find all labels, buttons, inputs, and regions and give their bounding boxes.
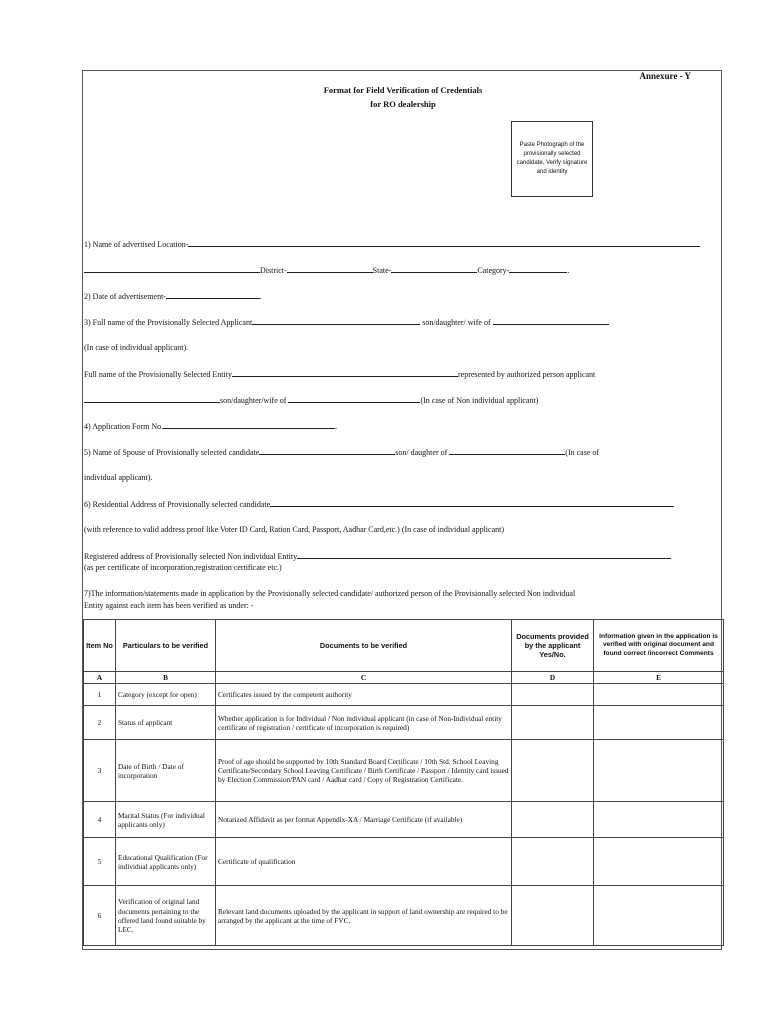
district-label: District- <box>260 266 287 275</box>
row-document: Relevant land documents uploaded by the applicant in support of land ownership are required to be arranged by the applicant at the time of FVC. <box>216 886 512 946</box>
row-no: 5 <box>84 838 116 886</box>
row-no: 4 <box>84 802 116 838</box>
row-comments-cell[interactable] <box>594 838 724 886</box>
location-blank[interactable] <box>188 239 700 247</box>
row-comments-cell[interactable] <box>594 684 724 706</box>
state-blank[interactable] <box>391 265 477 273</box>
letter-e: E <box>594 672 724 684</box>
field-6b <box>84 551 671 561</box>
row-no: 2 <box>84 706 116 740</box>
row-no: 6 <box>84 886 116 946</box>
field-5 <box>84 447 599 457</box>
entity-relation-label: son/daughter/wife of <box>220 396 287 405</box>
row-comments-cell[interactable] <box>594 706 724 740</box>
location-label: 1) Name of advertised Location- <box>84 240 189 249</box>
row-provided-cell[interactable] <box>512 838 594 886</box>
row-particular: Category (except for open) <box>116 684 216 706</box>
letter-d: D <box>512 672 594 684</box>
category-label: Category- <box>477 266 510 275</box>
state-label: State- <box>372 266 392 275</box>
entity-relation-blank[interactable] <box>288 395 420 403</box>
row-comments-cell[interactable] <box>594 886 724 946</box>
applicant-relation-label: son/daughter/ wife of <box>422 318 491 327</box>
photo-box-text: Paste Photograph of the provisionally selected candidate. Verify signature and identity <box>516 142 588 175</box>
spouse-label: 5) Name of Spouse of Provisionally selected candidate <box>84 448 260 457</box>
entity-relation-note: (In case of Non individual applicant) <box>420 396 539 405</box>
spouse-relation-label: son/ daughter of <box>395 448 448 457</box>
field-6b-note: (as per certificate of incorporation,registration certificate etc.) <box>84 563 282 572</box>
table-row <box>84 706 724 740</box>
field-3c <box>84 395 538 405</box>
table-row <box>84 838 724 886</box>
row-provided-cell[interactable] <box>512 802 594 838</box>
spouse-relation-blank[interactable] <box>449 447 565 455</box>
letter-a: A <box>84 672 116 684</box>
row-particular: Status of applicant <box>116 706 216 740</box>
table-row <box>84 684 724 706</box>
row-document: Certificate of qualification <box>216 838 512 886</box>
entity-name-label: Full name of the Provisionally Selected Entity <box>84 370 232 379</box>
header-documents: Documents to be verified <box>216 620 512 672</box>
field-3b <box>84 369 595 379</box>
row-particular: Educational Qualification (For individual applicants only) <box>116 838 216 886</box>
field-3-note: (In case of individual applicant). <box>84 343 189 352</box>
table-row <box>84 886 724 946</box>
table-row <box>84 802 724 838</box>
applicant-name-label: 3) Full name of the Provisionally Selected Applicant <box>84 318 253 327</box>
applicant-relation-blank[interactable] <box>493 317 609 325</box>
entity-rep-label: represented by authorized person applicant <box>457 370 596 379</box>
row-provided-cell[interactable] <box>512 706 594 740</box>
row-no: 3 <box>84 740 116 802</box>
row-particular: Date of Birth / Date of incorporation <box>116 740 216 802</box>
entity-name-blank[interactable] <box>232 369 458 377</box>
field-1 <box>84 239 700 249</box>
annexure-label: Annexure - Y <box>639 71 691 81</box>
address-label: 6) Residential Address of Provisionally selected candidate <box>84 500 271 509</box>
field-1b: District- State- Category- . <box>84 265 569 275</box>
table-letter-row <box>84 672 724 684</box>
reg-address-blank[interactable] <box>297 551 671 559</box>
field-5-note: individual applicant). <box>84 473 153 482</box>
field-6 <box>84 499 674 509</box>
entity-person-blank[interactable] <box>84 395 220 403</box>
form-page <box>82 70 722 950</box>
category-blank[interactable] <box>509 265 567 273</box>
address-blank[interactable] <box>270 499 674 507</box>
app-form-blank[interactable] <box>163 421 335 429</box>
reg-address-label: Registered address of Provisionally selected Non individual Entity <box>84 552 298 561</box>
spouse-note: (In case of <box>565 448 600 457</box>
row-no: 1 <box>84 684 116 706</box>
spouse-blank[interactable] <box>259 447 395 455</box>
row-document: Certificates issued by the competent authority <box>216 684 512 706</box>
field-7-line1: 7)The information/statements made in application by the Provisionally selected candidate/ authorized person of the Provisionally selected Non individual <box>84 589 576 598</box>
app-form-label: 4) Application Form No. <box>84 422 164 431</box>
header-item-no: Item No <box>84 620 116 672</box>
header-info: Information given in the application is verified with original document and found correct /incorrect Comments <box>594 620 724 672</box>
field-2: 2) Date of advertisement- . <box>84 292 262 301</box>
advert-date-label: 2) Date of advertisement- <box>84 292 166 301</box>
field-3 <box>84 317 609 327</box>
header-particulars: Particulars to be verified <box>116 620 216 672</box>
row-document: Proof of age should be supported by 10th Standard Board Certificate / 10th Std. School Leaving Certificate/Secondary School Leaving Certificate / Birth Certificate / Passport / Identity card issued by Election Commission/PAN card / Aadhar card / Copy of Registration Certificate. <box>216 740 512 802</box>
row-provided-cell[interactable] <box>512 740 594 802</box>
field-6-note: (with reference to valid address proof like Voter ID Card, Ration Card, Passport, Aadhar Card,etc.) (In case of individual applicant) <box>84 525 505 534</box>
district-blank[interactable] <box>287 265 373 273</box>
field-7-line2: Entity against each item has been verified as under: - <box>84 601 254 610</box>
form-subtitle: for RO dealership <box>370 99 436 109</box>
row-particular: Verification of original land documents pertaining to the offered land found suitable by LEC. <box>116 886 216 946</box>
row-provided-cell[interactable] <box>512 684 594 706</box>
row-comments-cell[interactable] <box>594 802 724 838</box>
row-particular: Marital Status (For individual applicants only) <box>116 802 216 838</box>
row-document: Whether application is for Individual / Non individual applicant (in case of Non-Individual entity certificate of registration / certificate of incorporation is required) <box>216 706 512 740</box>
location-blank-2[interactable] <box>84 265 260 273</box>
verification-table <box>83 619 724 946</box>
applicant-name-blank[interactable] <box>252 317 420 325</box>
advert-date-blank[interactable] <box>166 291 260 299</box>
row-comments-cell[interactable] <box>594 740 724 802</box>
field-4: 4) Application Form No. . <box>84 422 338 431</box>
form-title: Format for Field Verification of Credentials <box>323 85 483 95</box>
table-header-row <box>84 620 724 672</box>
header-provided: Documents provided by the applicant Yes/No. <box>512 620 594 672</box>
letter-c: C <box>216 672 512 684</box>
letter-b: B <box>116 672 216 684</box>
table-row <box>84 740 724 802</box>
row-document: Notarized Affidavit as per format Appendix-XA / Marriage Certificate (if available) <box>216 802 512 838</box>
photo-box <box>511 121 593 197</box>
row-provided-cell[interactable] <box>512 886 594 946</box>
